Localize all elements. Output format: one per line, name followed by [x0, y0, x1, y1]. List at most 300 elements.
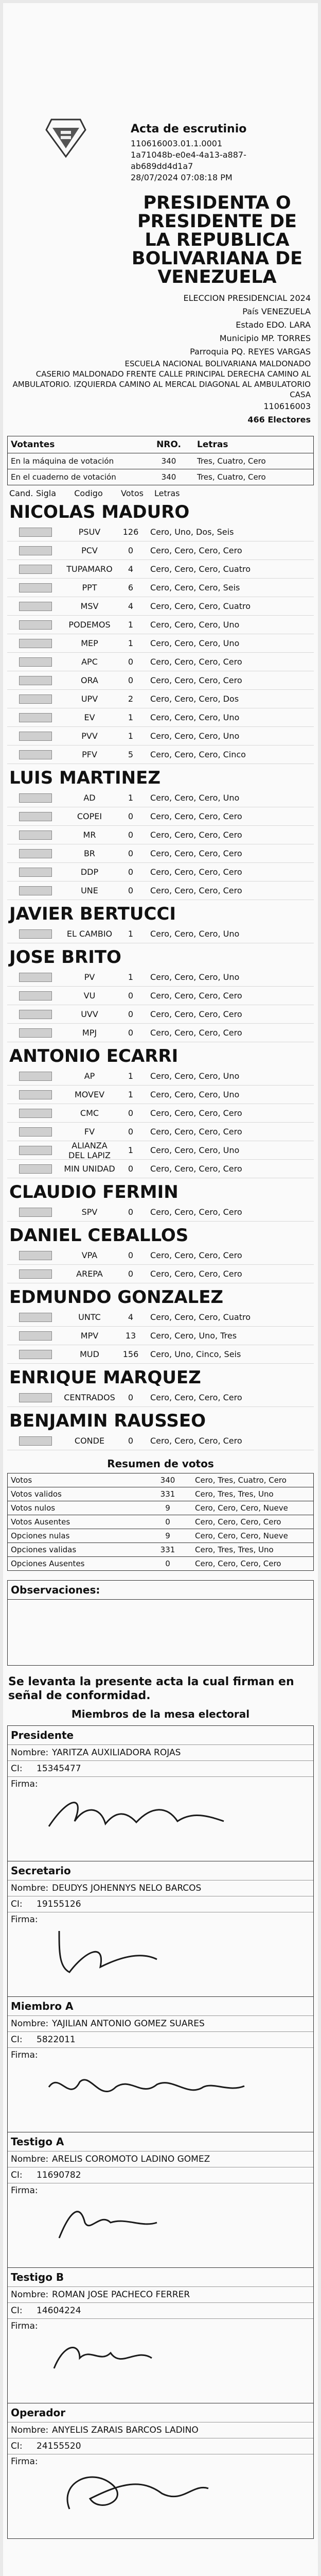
meta-municipio: Municipio MP. TORRES — [219, 333, 311, 343]
signature-icon — [39, 2056, 255, 2113]
party-sigla: SPV — [81, 1207, 98, 1217]
party-logo — [7, 847, 64, 860]
member-ci-line — [8, 2167, 313, 2183]
party-row — [7, 1123, 314, 1141]
party-votos: 0 — [128, 1127, 134, 1137]
party-logo-icon — [19, 750, 52, 759]
party-sigla: BR — [83, 849, 96, 858]
party-row — [7, 1141, 314, 1160]
party-votos: 0 — [128, 849, 134, 858]
member-firma — [8, 1912, 313, 1986]
member-nombre-line — [8, 2286, 313, 2302]
party-row — [7, 1388, 314, 1407]
party-logo-icon — [19, 676, 52, 685]
party-logo — [7, 637, 64, 650]
acta-header — [3, 3, 318, 292]
member-block — [7, 2403, 314, 2539]
party-row — [7, 634, 314, 653]
party-logo — [7, 989, 64, 1003]
party-logo — [7, 692, 64, 706]
member-ci-line — [8, 1760, 313, 1776]
col-letras: Letras — [154, 488, 180, 498]
party-sigla: MSV — [80, 601, 99, 611]
party-logo-icon — [19, 1269, 52, 1279]
party-row — [7, 844, 314, 863]
party-logo — [7, 526, 64, 539]
signature-icon — [39, 2192, 255, 2248]
col-codigo: Codigo — [74, 488, 103, 498]
party-logo — [7, 1311, 64, 1324]
votes-info-letras: Tres, Cuatro, Cero — [197, 472, 266, 482]
party-logo — [7, 1107, 64, 1120]
party-row — [7, 1246, 314, 1265]
col-sigla: Sigla — [36, 488, 57, 498]
party-logo-icon — [19, 546, 52, 555]
party-logo — [7, 711, 64, 724]
summary-letras: Cero, Cero, Cero, Nueve — [195, 1503, 288, 1513]
summary-nro: 0 — [165, 1517, 170, 1527]
party-logo-icon — [19, 694, 52, 704]
party-logo-icon — [19, 1010, 52, 1019]
member-block — [7, 1725, 314, 1861]
party-sigla: UPV — [81, 694, 98, 704]
party-letras: Cero, Cero, Cero, Cuatro — [150, 1312, 251, 1322]
party-sigla: COPEI — [77, 811, 102, 821]
party-logo-icon — [19, 812, 52, 821]
signature-icon — [39, 1785, 255, 1842]
party-sigla: MPJ — [82, 1028, 97, 1038]
party-sigla: MIN UNIDAD — [64, 1164, 115, 1174]
party-votos: 1 — [128, 620, 134, 630]
party-letras: Cero, Cero, Cero, Cuatro — [150, 564, 251, 574]
summary-label: Votos nulos — [11, 1503, 56, 1513]
party-logo — [7, 618, 64, 632]
party-logo — [7, 1434, 64, 1448]
party-logo — [7, 655, 64, 669]
candidate-name: ENRIQUE MARQUEZ — [9, 1367, 201, 1388]
candidate-name: ANTONIO ECARRI — [9, 1046, 179, 1066]
member-ci-label: CI: — [11, 2441, 23, 2451]
col-cand: Cand. — [9, 488, 33, 498]
party-letras: Cero, Cero, Cero, Uno — [150, 638, 240, 648]
party-logo — [7, 866, 64, 879]
party-logo-icon — [19, 1251, 52, 1260]
party-sigla: AREPA — [76, 1269, 103, 1279]
members-title: Miembros de la mesa electoral — [71, 1708, 250, 1720]
party-logo-icon — [19, 1208, 52, 1217]
member-nombre: YARITZA AUXILIADORA ROJAS — [52, 1748, 181, 1758]
party-votos: 1 — [128, 1090, 134, 1099]
party-votos: 0 — [128, 1436, 134, 1446]
party-sigla: MEP — [81, 638, 98, 648]
location-meta — [3, 292, 318, 427]
signature-icon — [39, 2327, 255, 2384]
party-sigla: PODEMOS — [68, 620, 111, 630]
party-letras: Cero, Cero, Cero, Uno — [150, 1071, 240, 1081]
votes-info-label: En la máquina de votación — [11, 456, 114, 466]
party-logo — [7, 1008, 64, 1021]
party-row — [7, 882, 314, 900]
acta-document — [3, 3, 318, 2576]
party-row — [7, 1024, 314, 1042]
party-logo — [7, 1329, 64, 1343]
party-logo — [7, 1267, 64, 1281]
members-list — [3, 1725, 318, 2539]
votes-info-letras: Tres, Cuatro, Cero — [197, 456, 266, 466]
party-logo-icon — [19, 991, 52, 1001]
votantes-header: Votantes — [11, 439, 55, 450]
party-votos: 0 — [128, 867, 134, 877]
member-ci-label: CI: — [11, 1764, 23, 1774]
summary-letras: Cero, Cero, Cero, Nueve — [195, 1531, 288, 1540]
party-logo — [7, 1070, 64, 1083]
party-letras: Cero, Cero, Cero, Uno — [150, 731, 240, 741]
party-row — [7, 1005, 314, 1024]
party-sigla: PPT — [82, 583, 97, 592]
member-ci: 5822011 — [37, 2035, 76, 2045]
party-logo-icon — [19, 1331, 52, 1341]
member-firma-label: Firma: — [11, 1779, 38, 1789]
member-firma — [8, 2047, 313, 2121]
member-firma — [8, 2318, 313, 2392]
summary-label: Votos validos — [11, 1489, 62, 1499]
party-row — [7, 1345, 314, 1364]
party-letras: Cero, Cero, Cero, Uno — [150, 1145, 240, 1155]
party-row — [7, 727, 314, 745]
party-letras: Cero, Cero, Cero, Cero — [150, 1009, 242, 1019]
acta-timestamp: 28/07/2024 07:08:18 PM — [131, 173, 233, 182]
party-sigla: MUD — [80, 1349, 99, 1359]
party-sigla: MOVEV — [74, 1090, 105, 1099]
party-logo — [7, 748, 64, 761]
party-logo-icon — [19, 886, 52, 895]
party-row — [7, 690, 314, 708]
party-logo — [7, 581, 64, 595]
party-logo — [7, 828, 64, 842]
observaciones-title: Observaciones: — [8, 1581, 313, 1600]
party-votos: 0 — [128, 1164, 134, 1174]
party-sigla: PVV — [81, 731, 98, 741]
party-row — [7, 616, 314, 634]
party-votos: 1 — [128, 972, 134, 982]
party-sigla: MPV — [80, 1331, 99, 1341]
observaciones-box — [7, 1580, 314, 1666]
party-letras: Cero, Cero, Cero, Cero — [150, 886, 242, 895]
summary-nro: 331 — [160, 1545, 175, 1554]
member-nombre-line — [8, 1880, 313, 1896]
meta-escuela: ESCUELA NACIONAL BOLIVARIANA MALDONADO — [124, 359, 311, 368]
member-nombre: YAJILIAN ANTONIO GOMEZ SUARES — [52, 2019, 205, 2029]
member-block — [7, 1861, 314, 1997]
party-logo-icon — [19, 1146, 52, 1155]
party-letras: Cero, Cero, Cero, Cero — [150, 1028, 242, 1038]
party-logo-icon — [19, 1164, 52, 1174]
summary-row — [8, 1501, 313, 1515]
party-logo-icon — [19, 713, 52, 722]
candidate-name: DANIEL CEBALLOS — [9, 1225, 189, 1246]
party-letras: Cero, Cero, Cero, Cero — [150, 1207, 242, 1217]
party-letras: Cero, Cero, Cero, Cero — [150, 1436, 242, 1446]
meta-eleccion: ELECCION PRESIDENCIAL 2024 — [183, 293, 311, 303]
meta-pais: País VENEZUELA — [242, 307, 311, 316]
party-sigla: EV — [84, 713, 95, 722]
member-role: Testigo A — [11, 2136, 64, 2148]
party-logo-icon — [19, 1393, 52, 1402]
party-logo-icon — [19, 1350, 52, 1359]
summary-table — [7, 1473, 314, 1571]
election-title: PRESIDENTA O PRESIDENTE DE LA REPUBLICA BOLIVARIANA DE VENEZUELA — [131, 193, 303, 287]
summary-label: Votos — [11, 1476, 32, 1485]
party-row — [7, 807, 314, 826]
party-votos: 0 — [128, 1028, 134, 1038]
party-votos: 0 — [128, 811, 134, 821]
candidate-name: NICOLAS MADURO — [9, 502, 190, 522]
party-letras: Cero, Cero, Cero, Cero — [150, 657, 242, 667]
signature-icon — [39, 2463, 255, 2519]
party-letras: Cero, Uno, Cinco, Seis — [150, 1349, 241, 1359]
summary-row — [8, 1515, 313, 1529]
conformidad-note: Se levanta la presente acta la cual firman en señal de conformidad. — [8, 1675, 294, 1702]
member-ci-label: CI: — [11, 2306, 23, 2316]
member-ci: 14604224 — [37, 2306, 81, 2316]
party-row — [7, 1203, 314, 1222]
member-ci: 24155520 — [37, 2441, 81, 2451]
party-letras: Cero, Cero, Cero, Uno — [150, 620, 240, 630]
summary-nro: 9 — [165, 1531, 170, 1540]
member-ci-line — [8, 2438, 313, 2454]
summary-row — [8, 1487, 313, 1501]
party-logo — [7, 1026, 64, 1040]
summary-letras: Cero, Tres, Tres, Uno — [195, 1489, 274, 1499]
party-votos: 126 — [122, 527, 139, 537]
party-votos: 0 — [128, 546, 134, 555]
summary-letras: Cero, Tres, Cuatro, Cero — [195, 1475, 287, 1485]
party-letras: Cero, Cero, Cero, Cero — [150, 1269, 242, 1279]
member-ci-label: CI: — [11, 2170, 23, 2180]
party-letras: Cero, Cero, Cero, Dos — [150, 694, 239, 704]
member-ci-line — [8, 1896, 313, 1912]
party-logo-icon — [19, 1028, 52, 1038]
meta-electores: 466 Electores — [247, 415, 311, 425]
party-logo — [7, 1144, 64, 1157]
summary-row — [8, 1557, 313, 1570]
party-letras: Cero, Uno, Dos, Seis — [150, 527, 234, 537]
votes-header — [7, 436, 314, 453]
member-role: Operador — [11, 2406, 66, 2419]
party-votos: 1 — [128, 731, 134, 741]
party-row — [7, 987, 314, 1005]
meta-direccion: CASERIO MALDONADO FRENTE CALLE PRINCIPAL DERECHA CAMINO AL AMBULATORIO. IZQUIERDA CAMINO AL MERCAL DIAGONAL AL AMBULATORIO CASA — [12, 369, 311, 399]
member-firma-label: Firma: — [11, 2050, 38, 2060]
party-logo-icon — [19, 620, 52, 630]
party-letras: Cero, Cero, Cero, Cero — [150, 1127, 242, 1137]
party-logo-icon — [19, 565, 52, 574]
member-nombre-label: Nombre: — [11, 2290, 49, 2300]
party-letras: Cero, Cero, Cero, Cero — [150, 1393, 242, 1402]
party-letras: Cero, Cero, Cero, Uno — [150, 793, 240, 803]
summary-nro: 340 — [160, 1476, 175, 1485]
votes-section — [7, 436, 314, 1450]
candidate-name: JAVIER BERTUCCI — [9, 904, 176, 924]
party-logo-icon — [19, 831, 52, 840]
party-logo — [7, 927, 64, 941]
party-sigla: AD — [83, 793, 96, 803]
party-letras: Cero, Cero, Cero, Cero — [150, 867, 242, 877]
party-logo — [7, 1088, 64, 1101]
member-ci-label: CI: — [11, 2035, 23, 2045]
party-row — [7, 579, 314, 597]
party-logo-icon — [19, 868, 52, 877]
party-sigla: PCV — [81, 546, 98, 555]
party-votos: 1 — [128, 713, 134, 722]
party-row — [7, 789, 314, 807]
party-votos: 0 — [128, 657, 134, 667]
member-firma — [8, 2183, 313, 2257]
summary-letras: Cero, Cero, Cero, Cero — [195, 1558, 281, 1568]
summary-nro: 0 — [165, 1559, 170, 1568]
summary-letras: Cero, Cero, Cero, Cero — [195, 1517, 281, 1527]
party-votos: 0 — [128, 1393, 134, 1402]
party-row — [7, 560, 314, 579]
party-logo — [7, 674, 64, 687]
member-nombre-label: Nombre: — [11, 2425, 49, 2435]
party-logo-icon — [19, 1109, 52, 1118]
party-logo — [7, 544, 64, 557]
party-letras: Cero, Cero, Cero, Cero — [150, 991, 242, 1001]
summary-label: Votos Ausentes — [11, 1517, 70, 1527]
party-row — [7, 671, 314, 690]
candidate-name: JOSE BRITO — [9, 947, 121, 968]
party-letras: Cero, Cero, Cero, Uno — [150, 972, 240, 982]
party-logo-icon — [19, 528, 52, 537]
party-votos: 0 — [128, 1108, 134, 1118]
summary-label: Opciones validas — [11, 1545, 77, 1554]
meta-estado: Estado EDO. LARA — [236, 320, 311, 330]
party-letras: Cero, Cero, Cero, Uno — [150, 929, 240, 939]
candidate-name: CLAUDIO FERMIN — [9, 1182, 179, 1202]
party-votos: 4 — [128, 564, 134, 574]
party-sigla: AP — [84, 1071, 95, 1081]
party-sigla: DDP — [80, 867, 99, 877]
party-sigla: PSUV — [78, 527, 101, 537]
member-nombre-line — [8, 2151, 313, 2167]
acta-hash-2: ab689dd4d1a7 — [131, 161, 193, 171]
summary-row — [8, 1529, 313, 1543]
party-sigla: UVV — [81, 1009, 98, 1019]
member-nombre-line — [8, 2422, 313, 2438]
member-nombre-label: Nombre: — [11, 2019, 49, 2029]
party-votos: 13 — [125, 1331, 136, 1341]
member-ci: 11690782 — [37, 2170, 81, 2180]
summary-title: Resumen de votos — [107, 1458, 214, 1470]
meta-codigo: 110616003 — [263, 401, 311, 411]
party-logo-icon — [19, 1072, 52, 1081]
member-ci-line — [8, 2302, 313, 2318]
member-firma-label: Firma: — [11, 2456, 38, 2467]
party-votos: 0 — [128, 830, 134, 840]
member-ci: 15345477 — [37, 1764, 81, 1774]
party-votos: 0 — [128, 1250, 134, 1260]
party-row — [7, 1104, 314, 1123]
party-row — [7, 863, 314, 882]
party-votos: 1 — [128, 1145, 134, 1155]
party-votos: 156 — [122, 1349, 139, 1359]
party-logo-icon — [19, 732, 52, 741]
party-letras: Cero, Cero, Cero, Cero — [150, 546, 242, 555]
member-role: Testigo B — [11, 2271, 64, 2283]
member-role: Presidente — [11, 1729, 74, 1741]
votes-info-row — [7, 469, 314, 485]
party-sigla: EL CAMBIO — [66, 929, 113, 939]
party-sigla: MR — [83, 830, 96, 840]
summary-nro: 331 — [160, 1489, 175, 1499]
party-row — [7, 1327, 314, 1345]
member-block — [7, 2132, 314, 2268]
party-logo — [7, 884, 64, 897]
member-block — [7, 1997, 314, 2132]
party-sigla: CMC — [80, 1108, 99, 1118]
party-row — [7, 653, 314, 671]
party-logo-icon — [19, 1090, 52, 1099]
party-sigla: FV — [84, 1127, 95, 1137]
party-row — [7, 968, 314, 987]
member-nombre: ANYELIS ZARAIS BARCOS LADINO — [52, 2425, 199, 2435]
letras-header: Letras — [197, 439, 228, 450]
party-letras: Cero, Cero, Cero, Uno — [150, 713, 240, 722]
party-row — [7, 925, 314, 943]
party-letras: Cero, Cero, Cero, Cero — [150, 1164, 242, 1174]
candidate-name: LUIS MARTINEZ — [9, 768, 161, 788]
party-votos: 4 — [128, 601, 134, 611]
summary-letras: Cero, Tres, Tres, Uno — [195, 1545, 274, 1554]
party-letras: Cero, Cero, Cero, Cero — [150, 1108, 242, 1118]
member-role: Secretario — [11, 1865, 71, 1877]
party-logo-icon — [19, 849, 52, 858]
party-logo — [7, 1249, 64, 1262]
acta-title: Acta de escrutinio — [131, 123, 247, 135]
summary-row — [8, 1543, 313, 1557]
party-letras: Cero, Cero, Cero, Seis — [150, 583, 240, 592]
acta-hash-1: 1a71048b-e0e4-4a13-a887- — [131, 150, 246, 160]
member-firma-label: Firma: — [11, 1914, 38, 1925]
member-nombre: DEUDYS JOHENNYS NELO BARCOS — [52, 1883, 202, 1893]
member-block — [7, 2268, 314, 2403]
party-votos: 1 — [128, 929, 134, 939]
party-sigla: VPA — [81, 1250, 98, 1260]
votes-info-nro: 340 — [161, 456, 176, 466]
party-logo — [7, 810, 64, 823]
party-logo-icon — [19, 602, 52, 611]
party-sigla: CONDE — [74, 1436, 105, 1446]
party-row — [7, 1308, 314, 1327]
party-sigla: CENTRADOS — [64, 1393, 115, 1402]
candidate-name: BENJAMIN RAUSSEO — [9, 1411, 206, 1431]
nro-header: NRO. — [156, 439, 181, 450]
party-logo-icon — [19, 1127, 52, 1137]
member-ci: 19155126 — [37, 1899, 81, 1909]
party-row — [7, 826, 314, 844]
party-letras: Cero, Cero, Cero, Uno — [150, 1090, 240, 1099]
party-logo — [7, 1348, 64, 1361]
party-letras: Cero, Cero, Cero, Cero — [150, 849, 242, 858]
party-votos: 1 — [128, 793, 134, 803]
party-letras: Cero, Cero, Cero, Cero — [150, 811, 242, 821]
party-sigla: PFV — [82, 750, 97, 759]
votes-info-row — [7, 453, 314, 469]
member-firma — [8, 1776, 313, 1850]
party-votos: 6 — [128, 583, 134, 592]
member-nombre: ARELIS COROMOTO LADINO GOMEZ — [52, 2154, 210, 2164]
